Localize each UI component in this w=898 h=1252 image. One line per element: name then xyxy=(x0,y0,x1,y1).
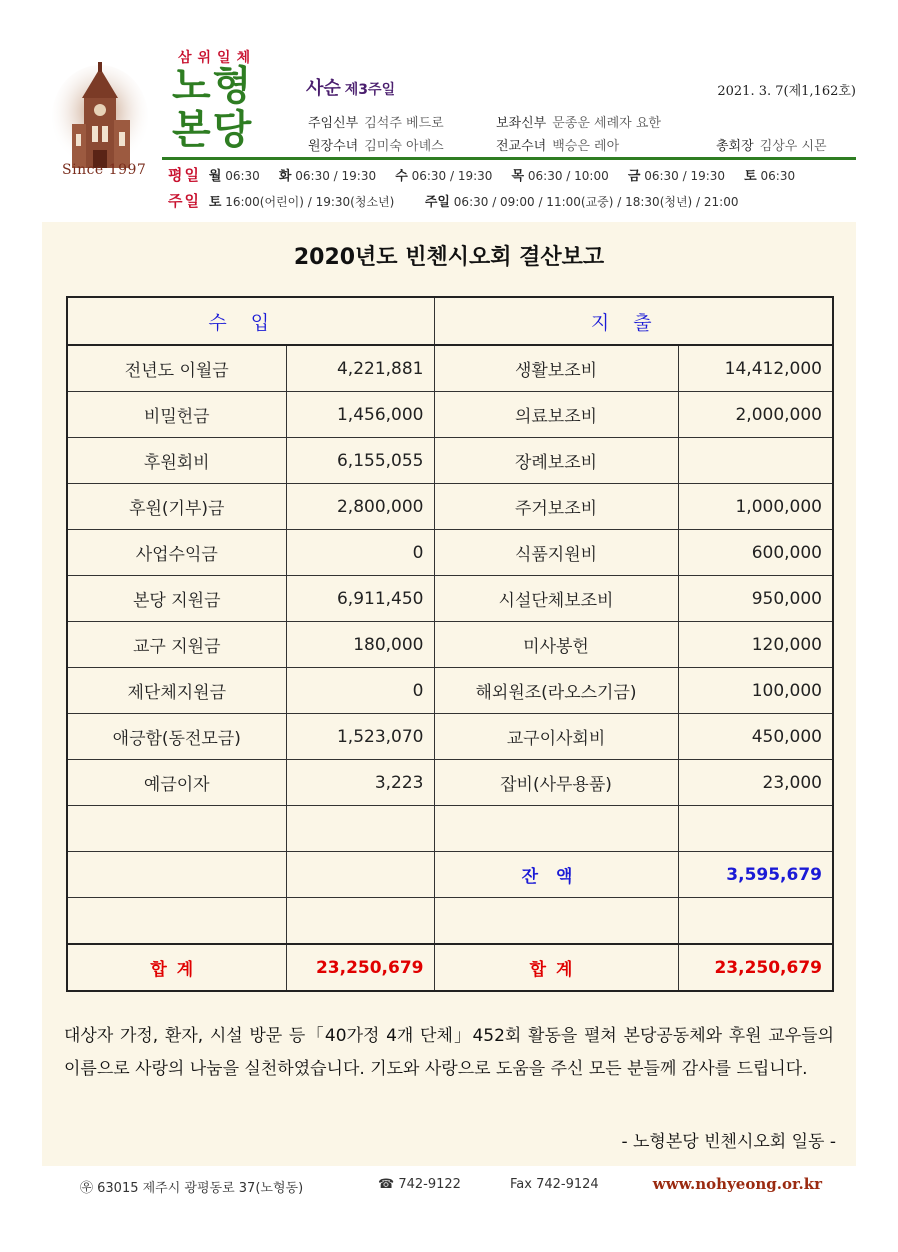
balance-value: 3,595,679 xyxy=(678,852,833,898)
staff-pastor xyxy=(308,112,444,131)
expense-label: 주거보조비 xyxy=(434,484,678,530)
expense-label: 시설단체보조비 xyxy=(434,576,678,622)
schedule-day: 월 xyxy=(208,169,222,184)
table-row xyxy=(67,484,833,530)
income-label: 애긍함(동전모금) xyxy=(67,714,286,760)
staff-council-president xyxy=(716,135,827,154)
expense-value xyxy=(678,438,833,484)
staff-name: 문종운 세례자 요한 xyxy=(552,116,661,131)
footer-fax: Fax 742-9124 xyxy=(510,1177,599,1192)
income-label: 후원(기부)금 xyxy=(67,484,286,530)
season-week: 제3주일 xyxy=(344,82,396,98)
staff-name: 김미숙 아녜스 xyxy=(364,139,444,154)
schedule-times: 06:30 / 19:30 xyxy=(644,169,726,183)
income-total-value: 23,250,679 xyxy=(286,944,434,991)
brand-tagline: 삼위일체 xyxy=(178,50,257,66)
staff-mission-sister xyxy=(496,135,619,154)
table-row xyxy=(67,438,833,484)
table-row-empty xyxy=(67,898,833,945)
income-label: 본당 지원금 xyxy=(67,576,286,622)
staff-role: 주임신부 xyxy=(308,116,359,131)
brand-name-line1: 노형 xyxy=(172,63,254,109)
table-row xyxy=(67,714,833,760)
staff-role: 원장수녀 xyxy=(308,139,359,154)
income-label: 예금이자 xyxy=(67,760,286,806)
schedule-label: 주일 xyxy=(168,192,201,210)
schedule-times: 16:00(어린이) / 19:30(청소년) xyxy=(225,195,395,209)
schedule-times: 06:30 xyxy=(760,169,796,183)
footer-phone: ☎ 742-9122 xyxy=(378,1177,461,1192)
expense-value: 14,412,000 xyxy=(678,345,833,392)
church-tower-illustration xyxy=(52,62,148,172)
expense-label: 잡비(사무용품) xyxy=(434,760,678,806)
schedule-times: 06:30 xyxy=(225,169,260,183)
closing-message: 대상자 가정, 환자, 시설 방문 등「40가정 4개 단체」452회 활동을 펼쳐 본당공동체와 후원 교우들의 이름으로 사랑의 나눔을 실천하였습니다. 기도와 사랑으로 도움을 주신 모든 분들께 감사를 드립니다. xyxy=(64,1026,834,1079)
income-value: 2,800,000 xyxy=(286,484,434,530)
balance-row xyxy=(67,852,833,898)
table-row xyxy=(67,530,833,576)
staff-role: 전교수녀 xyxy=(496,139,547,154)
income-value: 4,221,881 xyxy=(286,345,434,392)
schedule-times: 06:30 / 19:30 xyxy=(295,169,377,183)
income-label: 전년도 이월금 xyxy=(67,345,286,392)
expense-label: 의료보조비 xyxy=(434,392,678,438)
staff-assistant-priest xyxy=(496,112,661,131)
table-header-row xyxy=(67,297,833,345)
staff-role: 총회장 xyxy=(716,139,754,154)
expense-header: 지출 xyxy=(434,297,833,345)
schedule-day: 토 xyxy=(208,195,222,210)
expense-label: 교구이사회비 xyxy=(434,714,678,760)
weekday-mass-schedule xyxy=(168,164,795,185)
liturgical-season xyxy=(306,74,395,100)
table-row-empty xyxy=(67,806,833,852)
season-name: 사순 xyxy=(306,78,341,99)
expense-value: 120,000 xyxy=(678,622,833,668)
table-row xyxy=(67,345,833,392)
footer-website-link[interactable]: www.nohyeong.or.kr xyxy=(652,1175,822,1193)
since-label: Since 1997 xyxy=(62,162,147,178)
income-label: 교구 지원금 xyxy=(67,622,286,668)
table-row xyxy=(67,576,833,622)
table-row xyxy=(67,392,833,438)
schedule-day: 금 xyxy=(627,169,641,184)
expense-value: 100,000 xyxy=(678,668,833,714)
sunday-mass-schedule xyxy=(168,190,739,211)
staff-name: 김상우 시몬 xyxy=(759,139,827,154)
schedule-day: 주일 xyxy=(424,195,450,210)
staff-name: 백승은 레아 xyxy=(552,139,620,154)
income-value: 1,523,070 xyxy=(286,714,434,760)
schedule-day: 화 xyxy=(278,169,292,184)
expense-total-label: 합계 xyxy=(434,944,678,991)
income-label: 비밀헌금 xyxy=(67,392,286,438)
expense-value: 2,000,000 xyxy=(678,392,833,438)
report-title: 2020년도 빈첸시오회 결산보고 xyxy=(293,245,605,270)
expense-total-value: 23,250,679 xyxy=(678,944,833,991)
income-value: 3,223 xyxy=(286,760,434,806)
schedule-label: 평일 xyxy=(168,166,201,184)
staff-role: 보좌신부 xyxy=(496,116,547,131)
staff-superior-sister xyxy=(308,135,444,154)
income-value: 6,911,450 xyxy=(286,576,434,622)
income-value: 0 xyxy=(286,530,434,576)
table-row xyxy=(67,668,833,714)
expense-value: 450,000 xyxy=(678,714,833,760)
signature-line: - 노형본당 빈첸시오회 일동 - xyxy=(621,1132,836,1152)
schedule-times: 06:30 / 10:00 xyxy=(527,169,609,183)
expense-label: 해외원조(라오스기금) xyxy=(434,668,678,714)
schedule-day: 토 xyxy=(744,169,757,184)
expense-value: 600,000 xyxy=(678,530,833,576)
expense-label: 생활보조비 xyxy=(434,345,678,392)
income-value: 180,000 xyxy=(286,622,434,668)
footer-address: ㉾ 63015 제주시 광평동로 37(노형동) xyxy=(80,1181,304,1196)
brand-name-line2: 본당 xyxy=(172,107,254,153)
expense-label: 장례보조비 xyxy=(434,438,678,484)
header-divider xyxy=(162,157,856,160)
schedule-times: 06:30 / 19:30 xyxy=(411,169,493,183)
total-row xyxy=(67,944,833,991)
staff-name: 김석주 베드로 xyxy=(364,116,444,131)
income-label: 제단체지원금 xyxy=(67,668,286,714)
income-value: 0 xyxy=(286,668,434,714)
income-value: 1,456,000 xyxy=(286,392,434,438)
table-row xyxy=(67,622,833,668)
income-header: 수입 xyxy=(67,297,434,345)
schedule-day: 수 xyxy=(395,169,408,184)
schedule-day: 목 xyxy=(511,169,525,184)
income-value: 6,155,055 xyxy=(286,438,434,484)
schedule-times: 06:30 / 09:00 / 11:00(교중) / 18:30(청년) / 21:00 xyxy=(453,195,739,209)
expense-value: 1,000,000 xyxy=(678,484,833,530)
table-row xyxy=(67,760,833,806)
expense-label: 미사봉헌 xyxy=(434,622,678,668)
settlement-table xyxy=(66,296,834,992)
balance-label: 잔액 xyxy=(434,852,678,898)
expense-value: 950,000 xyxy=(678,576,833,622)
income-label: 후원회비 xyxy=(67,438,286,484)
expense-label: 식품지원비 xyxy=(434,530,678,576)
expense-value: 23,000 xyxy=(678,760,833,806)
income-total-label: 합계 xyxy=(67,944,286,991)
issue-date: 2021. 3. 7(제1,162호) xyxy=(717,84,856,99)
income-label: 사업수익금 xyxy=(67,530,286,576)
